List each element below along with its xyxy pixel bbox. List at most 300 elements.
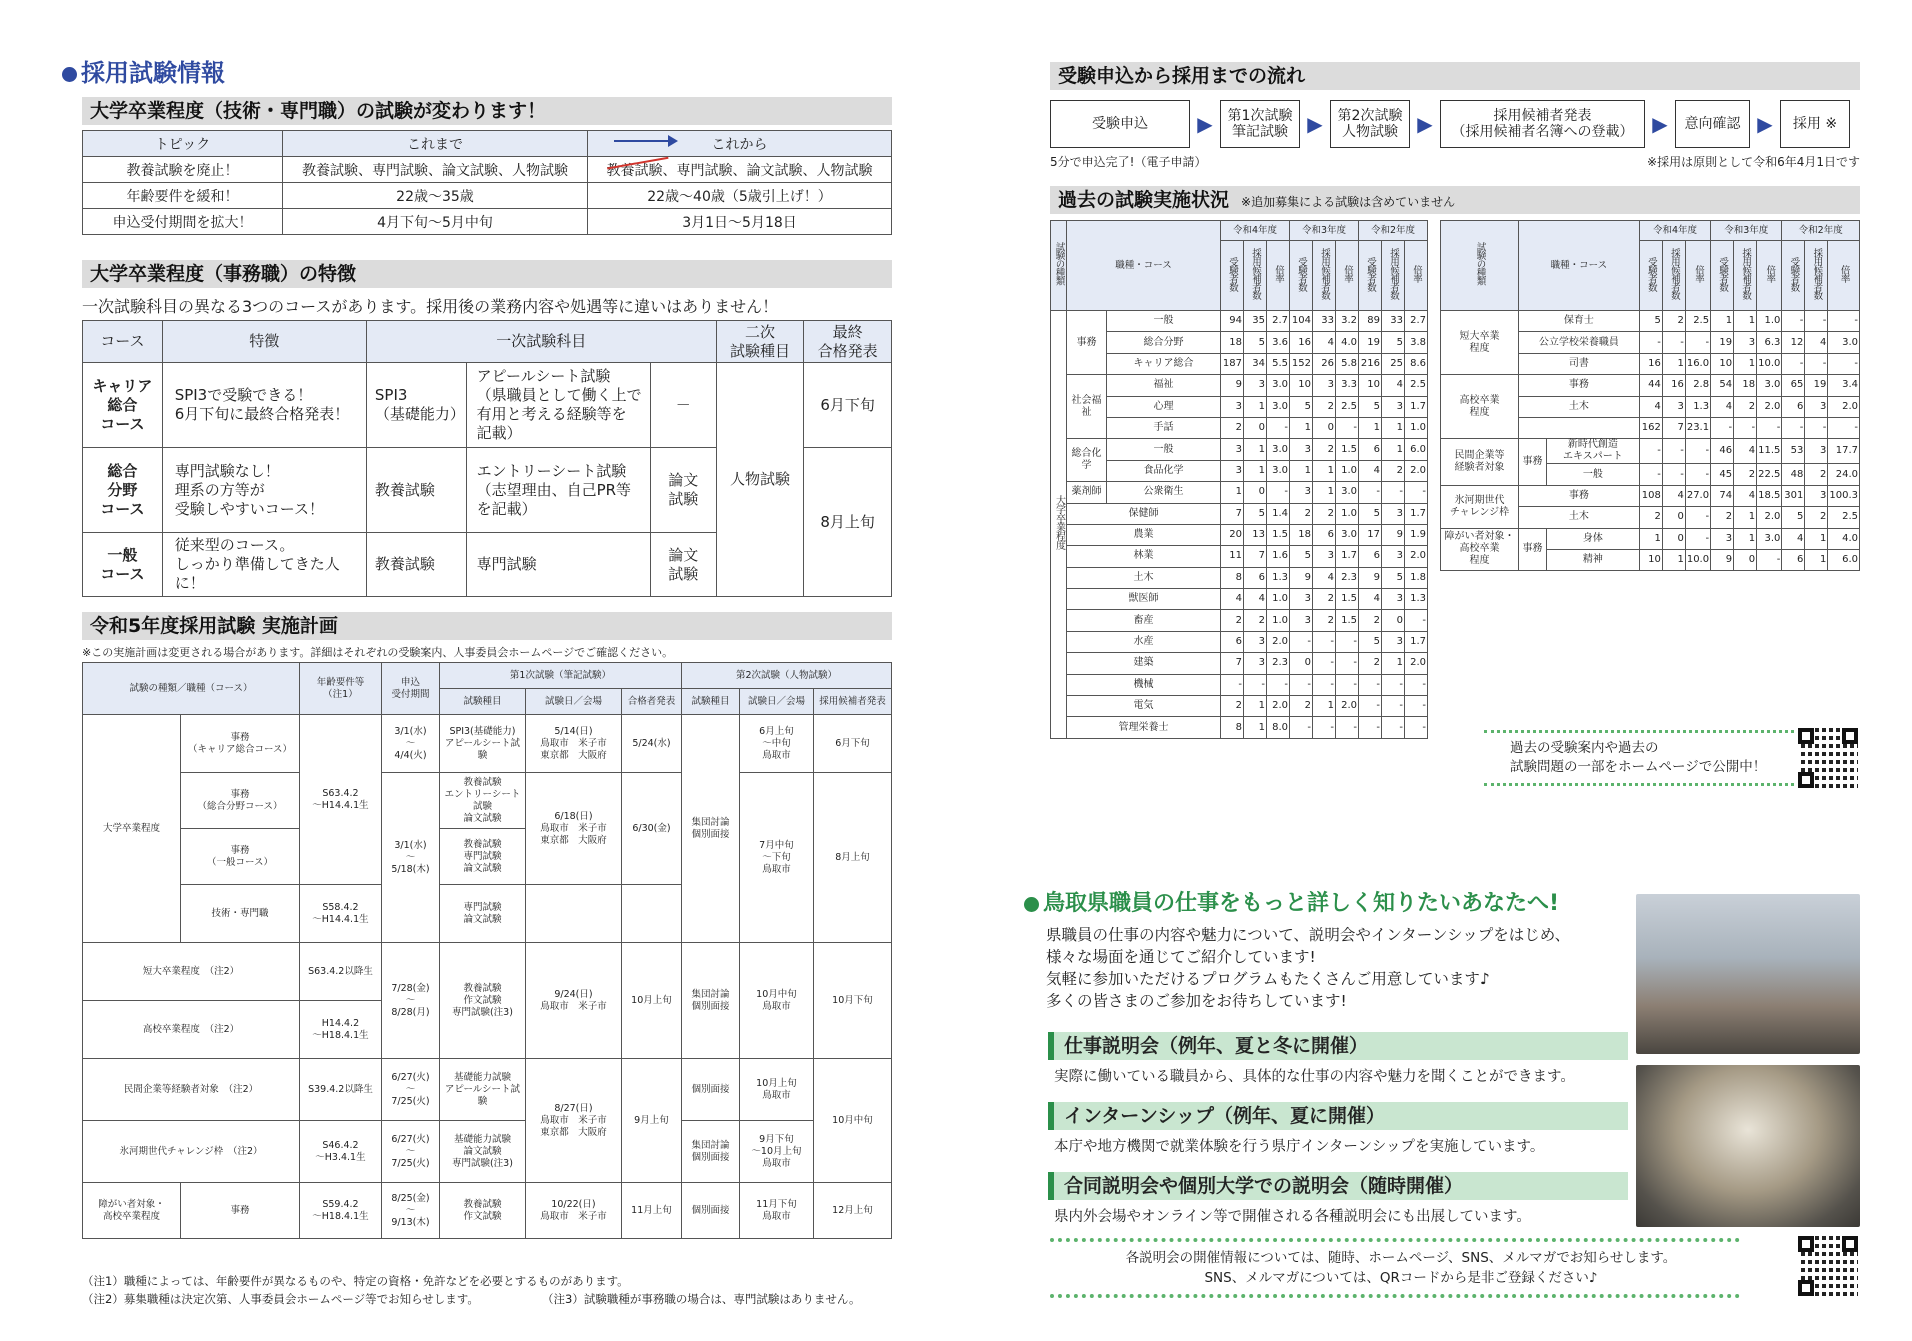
value-cell: - — [1336, 653, 1359, 674]
value-cell: - — [1382, 696, 1405, 717]
value-cell: - — [1805, 353, 1828, 374]
value-cell: 2.3 — [1336, 567, 1359, 588]
past-right-body — [1441, 311, 1860, 571]
job-name: 土木 — [1519, 396, 1640, 417]
value-cell: 4 — [1221, 589, 1244, 610]
h-year: 令和4年度 — [1639, 221, 1710, 241]
value-cell: 16 — [1662, 375, 1685, 396]
table-row — [83, 1183, 892, 1239]
value-cell: 1 — [1382, 653, 1405, 674]
date: 6/18(日) 鳥取市 米子市 東京都 大阪府 — [525, 773, 621, 885]
table-row — [1441, 439, 1860, 464]
arrow-icon: ▶ — [1197, 112, 1213, 136]
value-cell: 94 — [1221, 311, 1244, 332]
job-name: 公衆衛生 — [1107, 482, 1221, 503]
value-cell: 6.0 — [1828, 549, 1860, 570]
value-cell: - — [1639, 464, 1662, 485]
value-cell: 3.0 — [1267, 460, 1290, 481]
footnote: （注2）募集職種は決定次第、人事委員会ホームページ等でお知らせします。 — [82, 1292, 479, 1306]
value-cell: 0 — [1290, 653, 1313, 674]
h-sub — [1828, 241, 1860, 311]
value-cell: 1 — [1734, 507, 1757, 528]
subj2: 集団討論 個別面接 — [681, 715, 739, 943]
value-cell: 0 — [1662, 507, 1685, 528]
value-cell: 8.0 — [1267, 717, 1290, 738]
value-cell: 33 — [1382, 311, 1405, 332]
value-cell: - — [1221, 674, 1244, 695]
job-name: 農業 — [1067, 524, 1221, 545]
value-cell: 10 — [1359, 375, 1382, 396]
table-row — [1051, 696, 1428, 717]
date2: 11月下旬 鳥取市 — [739, 1183, 813, 1239]
work-t1: 実際に働いている職員から、具体的な仕事の内容や魅力を聞くことができます。 — [1054, 1069, 1575, 1085]
table-row — [1051, 460, 1428, 481]
pass: 11月上旬 — [621, 1183, 681, 1239]
h-sub-text: 受験者数 — [1365, 256, 1376, 291]
h-sub-text: 受験者数 — [1296, 256, 1307, 291]
col-first: 第1次試験（筆記試験） — [439, 663, 681, 689]
col-subj2: 試験種目 — [681, 689, 739, 715]
value-cell: 74 — [1711, 485, 1734, 506]
value-cell: 2.0 — [1336, 696, 1359, 717]
h-sub-text: 倍率 — [1764, 265, 1776, 282]
value-cell: 2 — [1313, 610, 1336, 631]
table-row — [1441, 485, 1860, 506]
value-cell: 7 — [1221, 503, 1244, 524]
date2: 6月上旬 ～中旬 鳥取市 — [739, 715, 813, 773]
value-cell: - — [1734, 417, 1757, 438]
value-cell: 11.5 — [1757, 439, 1782, 464]
flow-note-right: ※採用は原則として令和6年4月1日です — [1647, 155, 1860, 169]
value-cell: 65 — [1782, 375, 1805, 396]
job-name: キャリア総合 — [1107, 353, 1221, 374]
past-table-right — [1440, 220, 1860, 571]
table-row — [1051, 653, 1428, 674]
job-group: 事務 — [1519, 439, 1547, 485]
value-cell: 3.4 — [1828, 375, 1860, 396]
subject: 論文 試験 — [650, 533, 716, 597]
value-cell: 3 — [1734, 332, 1757, 353]
value-cell: 3.0 — [1757, 528, 1782, 549]
univ-label — [1051, 311, 1067, 739]
value-cell: 7 — [1244, 546, 1267, 567]
value-cell: 4 — [1711, 396, 1734, 417]
value-cell: 17 — [1359, 524, 1382, 545]
value-cell: 27.0 — [1685, 485, 1710, 506]
value-cell: 216 — [1359, 353, 1382, 374]
value-cell: 4 — [1782, 528, 1805, 549]
subj: SPI3(基礎能力) アピールシート試験 — [439, 715, 525, 773]
value-cell: - — [1244, 674, 1267, 695]
h-year: 令和2年度 — [1782, 221, 1860, 241]
value-cell: 19 — [1711, 332, 1734, 353]
flow-step: 意向確認 — [1675, 100, 1750, 148]
value-cell: 5 — [1290, 396, 1313, 417]
second-exam: 人物試験 — [716, 363, 804, 597]
value-cell: 10.0 — [1685, 549, 1710, 570]
value-cell: 3 — [1221, 460, 1244, 481]
value-cell: 1 — [1290, 460, 1313, 481]
value-cell: 4 — [1359, 460, 1382, 481]
arrow-icon: ▶ — [1417, 112, 1433, 136]
value-cell: 5.5 — [1267, 353, 1290, 374]
table-row — [1441, 528, 1860, 549]
subj2: 個別面接 — [681, 1183, 739, 1239]
value-cell: - — [1662, 332, 1685, 353]
footnote: （注1）職種によっては、年齢要件が異なるものや、特定の資格・免許などを必要とするものがあります。 — [82, 1274, 629, 1288]
value-cell: - — [1662, 439, 1685, 464]
value-cell: 10 — [1711, 353, 1734, 374]
apply: 8/25(金) ～ 9/13(木) — [381, 1183, 439, 1239]
value-cell: - — [1828, 353, 1860, 374]
subject: 専門試験 — [466, 533, 650, 597]
value-cell: 3.0 — [1336, 524, 1359, 545]
value-cell: 4 — [1734, 439, 1757, 464]
apply: 3/1(水) ～ 4/4(火) — [381, 715, 439, 773]
value-cell: 1.0 — [1267, 610, 1290, 631]
value-cell: 1.9 — [1405, 524, 1428, 545]
value-cell: 1.3 — [1685, 396, 1710, 417]
job-name: 総合分野 — [1107, 332, 1221, 353]
value-cell: 9 — [1290, 567, 1313, 588]
job-name: 精神 — [1547, 549, 1640, 570]
table-row — [1051, 610, 1428, 631]
table-row — [1051, 717, 1428, 738]
cand: 10月中旬 — [813, 1059, 891, 1183]
value-cell: 7 — [1662, 417, 1685, 438]
subj: 教養試験 専門試験 論文試験 — [439, 829, 525, 885]
past-table-left-wrap — [1050, 220, 1428, 739]
exam-type: 高校卒業程度 （注2） — [83, 1001, 300, 1059]
value-cell: 1.0 — [1336, 503, 1359, 524]
job-name: 食品化学 — [1107, 460, 1221, 481]
value-cell: - — [1405, 696, 1428, 717]
value-cell: - — [1313, 674, 1336, 695]
value-cell: - — [1267, 482, 1290, 503]
job-name: 土木 — [1067, 567, 1221, 588]
exam-job: 事務 （総合分野コース） — [181, 773, 300, 829]
value-cell: 2.5 — [1828, 507, 1860, 528]
value-cell: 1.6 — [1267, 546, 1290, 567]
value-cell: 3.0 — [1336, 482, 1359, 503]
bullet-icon — [62, 67, 77, 82]
age: S63.4.2 ～H14.4.1生 — [299, 715, 381, 885]
value-cell: 3 — [1221, 396, 1244, 417]
cell: 3月1日～5月18日 — [588, 209, 892, 235]
value-cell: 2.0 — [1405, 460, 1428, 481]
subj2: 集団討論 個別面接 — [681, 943, 739, 1059]
job-name: 身体 — [1547, 528, 1640, 549]
value-cell: 2 — [1711, 507, 1734, 528]
arrow-icon: ▶ — [1652, 112, 1668, 136]
value-cell: - — [1405, 610, 1428, 631]
value-cell: 1 — [1805, 549, 1828, 570]
subject: 論文 試験 — [650, 448, 716, 533]
date: 8/27(日) 鳥取市 米子市 東京都 大阪府 — [525, 1059, 621, 1183]
h-sub-text: 倍率 — [1342, 265, 1353, 282]
value-cell: - — [1359, 674, 1382, 695]
course-name: 一般 コース — [83, 533, 163, 597]
value-cell: 1 — [1734, 528, 1757, 549]
subject: SPI3 （基礎能力） — [366, 363, 466, 448]
h-year: 令和3年度 — [1711, 221, 1782, 241]
plan-heading: 令和5年度採用試験 実施計画 — [82, 612, 892, 640]
date2: 10月上旬 鳥取市 — [739, 1059, 813, 1121]
course-name: 総合 分野 コース — [83, 448, 163, 533]
h-sub — [1244, 241, 1267, 311]
course-feature: 従来型のコース。 しっかり準備してきた人に！ — [162, 533, 366, 597]
value-cell: 3 — [1382, 546, 1405, 567]
value-cell: 1.3 — [1267, 567, 1290, 588]
subj: 教養試験 作文試験 — [439, 1183, 525, 1239]
cell: 教養試験を廃止！ — [83, 157, 283, 183]
value-cell: 3 — [1313, 546, 1336, 567]
job-name: 電気 — [1067, 696, 1221, 717]
value-cell: - — [1685, 332, 1710, 353]
value-cell: 7 — [1221, 653, 1244, 674]
h-year: 令和3年度 — [1290, 221, 1359, 241]
value-cell: 0 — [1382, 610, 1405, 631]
value-cell: 5.8 — [1336, 353, 1359, 374]
value-cell: 108 — [1639, 485, 1662, 506]
pass: 9月上旬 — [621, 1059, 681, 1183]
value-cell: 16 — [1639, 353, 1662, 374]
value-cell: - — [1382, 482, 1405, 503]
value-cell: 18.5 — [1757, 485, 1782, 506]
h-sub-text: 倍率 — [1411, 265, 1422, 282]
exam-job: 事務 — [181, 1183, 300, 1239]
h-sub-text: 受験者数 — [1717, 256, 1729, 291]
value-cell: 48 — [1782, 464, 1805, 485]
subj: 専門試験 論文試験 — [439, 885, 525, 943]
value-cell: 4 — [1244, 589, 1267, 610]
value-cell: 3 — [1805, 485, 1828, 506]
value-cell: 2 — [1221, 610, 1244, 631]
cand: 12月上旬 — [813, 1183, 891, 1239]
section-title — [62, 58, 225, 88]
past-table-right-wrap — [1440, 220, 1860, 571]
cell: 年齢要件を緩和！ — [83, 183, 283, 209]
table-row — [83, 363, 892, 448]
h-sub — [1662, 241, 1685, 311]
value-cell: - — [1757, 549, 1782, 570]
value-cell: 10.0 — [1757, 353, 1782, 374]
value-cell: 2.0 — [1757, 396, 1782, 417]
table-row — [1051, 567, 1428, 588]
apply: 3/1(水) ～ 5/18(木) — [381, 773, 439, 943]
value-cell: 2 — [1662, 311, 1685, 332]
date2: 7月中旬 ～下旬 鳥取市 — [739, 773, 813, 943]
value-cell: - — [1290, 717, 1313, 738]
value-cell: - — [1313, 653, 1336, 674]
value-cell: 162 — [1639, 417, 1662, 438]
value-cell: 1.7 — [1405, 631, 1428, 652]
value-cell: 0 — [1734, 549, 1757, 570]
value-cell: 34 — [1244, 353, 1267, 374]
date2: 10月中旬 鳥取市 — [739, 943, 813, 1059]
value-cell: 5 — [1359, 396, 1382, 417]
table-row — [1051, 674, 1428, 695]
value-cell: 3 — [1662, 396, 1685, 417]
value-cell: 3 — [1711, 528, 1734, 549]
value-cell: - — [1685, 507, 1710, 528]
value-cell: 1.3 — [1405, 589, 1428, 610]
value-cell: 152 — [1290, 353, 1313, 374]
col-after: これから — [588, 131, 892, 157]
h-sub — [1221, 241, 1244, 311]
value-cell: - — [1828, 417, 1860, 438]
value-cell: 4 — [1639, 396, 1662, 417]
cell: 22歳～35歳 — [283, 183, 588, 209]
value-cell: 4 — [1662, 485, 1685, 506]
h-sub — [1639, 241, 1662, 311]
value-cell: - — [1639, 332, 1662, 353]
h-sub-text: 倍率 — [1273, 265, 1284, 282]
job-name: 土木 — [1519, 507, 1640, 528]
value-cell: 44 — [1639, 375, 1662, 396]
value-cell: 1.0 — [1757, 311, 1782, 332]
value-cell: 1.8 — [1405, 567, 1428, 588]
value-cell: 1 — [1639, 528, 1662, 549]
job-name: 一般 — [1107, 311, 1221, 332]
job-name: 事務 — [1519, 375, 1640, 396]
final-date: 6月下旬 — [804, 363, 892, 448]
work-title — [1024, 890, 1559, 918]
subj: 基礎能力試験 アピールシート試験 — [439, 1059, 525, 1121]
plan-table-wrap — [82, 662, 892, 1239]
exam-job: 事務 （一般コース） — [181, 829, 300, 885]
course-feature: 専門試験なし！ 理系の方等が 受験しやすいコース！ — [162, 448, 366, 533]
value-cell: 25 — [1382, 353, 1405, 374]
value-cell: 4 — [1359, 589, 1382, 610]
age: S39.4.2以降生 — [299, 1059, 381, 1121]
value-cell: - — [1359, 717, 1382, 738]
h-sub-text: 採用候補者数 — [1319, 248, 1330, 299]
value-cell: 2.5 — [1336, 396, 1359, 417]
work-title-text: 鳥取県職員の仕事をもっと詳しく知りたいあなたへ! — [1043, 891, 1560, 916]
meeting-photo — [1636, 894, 1860, 1054]
plan-table — [82, 662, 892, 1239]
value-cell: 3 — [1221, 439, 1244, 460]
value-cell: 2 — [1734, 464, 1757, 485]
table-row — [83, 157, 892, 183]
table-row — [83, 663, 892, 689]
h-sub — [1267, 241, 1290, 311]
value-cell: 2 — [1290, 696, 1313, 717]
h-sub — [1382, 241, 1405, 311]
job-group: 事務 — [1519, 528, 1547, 571]
value-cell: 3 — [1382, 631, 1405, 652]
value-cell: 2 — [1244, 610, 1267, 631]
value-cell: 19 — [1805, 375, 1828, 396]
h-sub-text: 受験者数 — [1788, 256, 1800, 291]
h-sub-text: 採用候補者数 — [1811, 248, 1823, 299]
value-cell: 1.0 — [1405, 417, 1428, 438]
pass — [621, 885, 681, 943]
value-cell: 2.0 — [1828, 396, 1860, 417]
table-row — [1051, 524, 1428, 545]
value-cell: 6.3 — [1757, 332, 1782, 353]
col-subjects: 一次試験科目 — [366, 321, 716, 363]
bullet-icon — [1024, 897, 1039, 912]
subject: 教養試験 — [366, 533, 466, 597]
value-cell: 4.0 — [1828, 528, 1860, 549]
value-cell: - — [1662, 464, 1685, 485]
value-cell: 2.0 — [1405, 546, 1428, 567]
h-job: 職種・コース — [1519, 221, 1640, 311]
value-cell: - — [1313, 717, 1336, 738]
exam-kind: 氷河期世代 チャレンジ枠 — [1441, 485, 1519, 528]
h-sub-text: 受験者数 — [1645, 256, 1657, 291]
subject: エントリーシート試験 （志望理由、自己PR等 を記載） — [466, 448, 650, 533]
col-cand: 採用候補者発表 — [813, 689, 891, 715]
value-cell: 2 — [1359, 653, 1382, 674]
value-cell: 6 — [1313, 524, 1336, 545]
table-row — [83, 209, 892, 235]
value-cell: 10 — [1639, 549, 1662, 570]
arrow-head-icon — [668, 135, 678, 147]
value-cell: - — [1639, 439, 1662, 464]
job-group: 事務 — [1067, 311, 1107, 375]
h-sub — [1685, 241, 1710, 311]
past-note: ※追加募集による試験は含めていません — [1241, 195, 1456, 209]
exam-type: 氷河期世代チャレンジ枠 （注2） — [83, 1121, 300, 1183]
value-cell: 18 — [1734, 375, 1757, 396]
job-name: 保健師 — [1067, 503, 1221, 524]
right-page — [956, 0, 1912, 1341]
value-cell: - — [1267, 674, 1290, 695]
value-cell: 19 — [1359, 332, 1382, 353]
value-cell: 1.5 — [1267, 524, 1290, 545]
value-cell: 3 — [1290, 439, 1313, 460]
value-cell: 2 — [1313, 396, 1336, 417]
h-sub-text: 受験者数 — [1227, 256, 1238, 291]
value-cell: 0 — [1244, 417, 1267, 438]
col-topic: トピック — [83, 131, 283, 157]
h-sub — [1805, 241, 1828, 311]
value-cell: 3 — [1290, 610, 1313, 631]
value-cell: 46 — [1711, 439, 1734, 464]
job-name — [1519, 417, 1640, 438]
work-foot: 各説明会の開催情報については、随時、ホームページ、SNS、メルマガでお知らせします。 SNS、メルマガについては、QRコードから是非ご登録ください♪ — [1125, 1250, 1677, 1286]
final-date: 8月上旬 — [804, 448, 892, 597]
qr-code-icon[interactable] — [1798, 1236, 1858, 1296]
value-cell: 301 — [1782, 485, 1805, 506]
cell: 4月下旬～5月中旬 — [283, 209, 588, 235]
h-sub-text: 倍率 — [1838, 265, 1850, 282]
date — [525, 885, 621, 943]
value-cell: 20 — [1221, 524, 1244, 545]
col-date2: 試験日／会場 — [739, 689, 813, 715]
qr-code-icon[interactable] — [1798, 728, 1858, 788]
value-cell: 1 — [1244, 460, 1267, 481]
h-year: 令和2年度 — [1359, 221, 1428, 241]
h-sub — [1290, 241, 1313, 311]
cell-struck — [588, 157, 892, 183]
table-row — [83, 321, 892, 363]
value-cell: 5 — [1244, 332, 1267, 353]
table-row — [1051, 417, 1428, 438]
exam-kind: 高校卒業 程度 — [1441, 375, 1519, 439]
value-cell: 1 — [1734, 311, 1757, 332]
date: 9/24(日) 鳥取市 米子市 — [525, 943, 621, 1059]
subject: 教養試験 — [366, 448, 466, 533]
change-table-wrap — [82, 130, 892, 235]
exam-kind: 短大卒業 程度 — [1441, 311, 1519, 375]
cand: 6月下旬 — [813, 715, 891, 773]
h-kind: 試験の種類 — [1474, 242, 1486, 285]
exam-job: 技術・専門職 — [181, 885, 300, 943]
